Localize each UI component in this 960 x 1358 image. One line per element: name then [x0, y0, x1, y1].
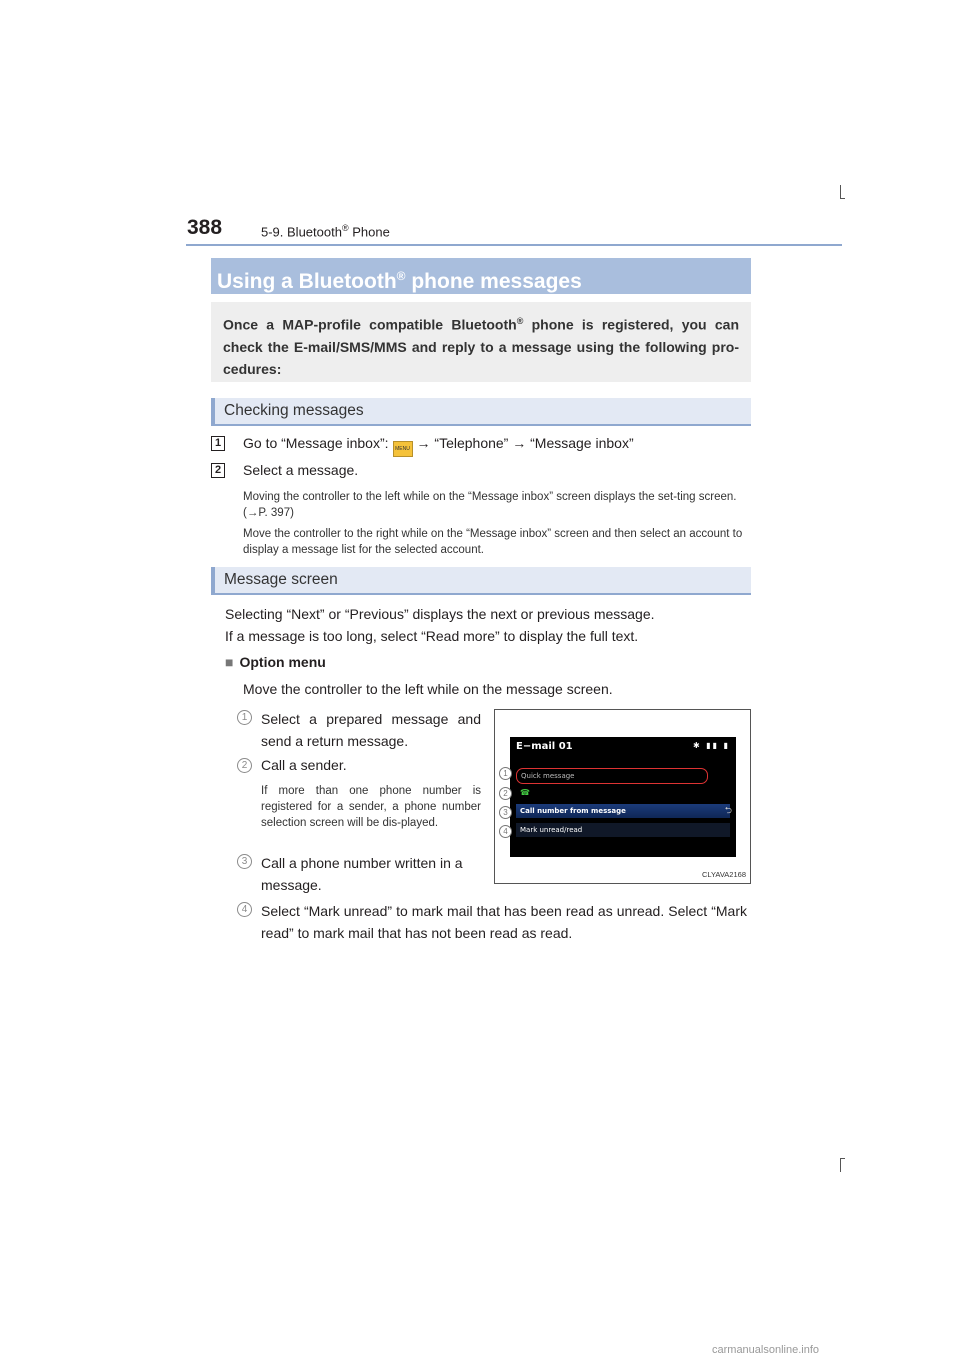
item-mark-unread: Select “Mark unread” to mark mail that has been read as unread. Select “Mark read” to mark mail that has not been read as read. — [261, 903, 747, 941]
quick-message-button[interactable]: Quick message — [516, 768, 708, 784]
figure-callout: 1 — [499, 767, 512, 780]
note-settings: Moving the controller to the left while on the “Message inbox” screen displays the set-ting screen. (→P. 397) — [243, 491, 737, 519]
option-menu-title: ■ Option menu — [225, 654, 326, 670]
square-bullet-icon: ■ — [225, 654, 234, 670]
callout-number: 1 — [237, 710, 252, 725]
page-heading: Using a Bluetooth® phone messages — [211, 258, 751, 294]
phone-call-icon[interactable]: ☎ — [520, 788, 530, 797]
display-screen — [510, 737, 736, 857]
page-number: 388 — [187, 216, 223, 239]
watermark: carmanualsonline.info — [712, 1344, 820, 1356]
callout-number: 2 — [237, 758, 252, 773]
back-arrow-icon[interactable]: ⮌ — [724, 806, 732, 816]
header-rule — [186, 244, 842, 246]
figure-code: CLYAVA2168 — [701, 870, 746, 879]
option-menu-intro: Move the controller to the left while on the message screen. — [243, 681, 613, 697]
mark-unread-button[interactable]: Mark unread/read — [516, 823, 730, 837]
para-read-more: If a message is too long, select “Read more” to display the full text. — [225, 628, 639, 644]
para-next-previous: Selecting “Next” or “Previous” displays the next or previous message. — [225, 606, 655, 622]
figure-callout: 2 — [499, 787, 512, 800]
item-call-sender: Call a sender. — [261, 757, 347, 773]
section-title: 5-9. Bluetooth® Phone — [261, 223, 390, 240]
intro-box: Once a MAP-profile compatible Bluetooth® phone is registered, you can check the E-mail/SMS/MMS and reply to a message using the following pro-cedures: — [211, 302, 751, 382]
item-call-number: Call a phone number written in a message. — [261, 855, 463, 893]
step-number: 2 — [211, 463, 225, 478]
crop-mark — [840, 185, 841, 199]
checking-messages-heading: Checking messages — [211, 398, 751, 426]
step-number: 1 — [211, 436, 225, 451]
callout-number: 3 — [237, 854, 252, 869]
menu-button-icon: MENU — [393, 441, 413, 457]
call-number-button[interactable]: Call number from message — [516, 804, 730, 818]
crop-mark — [840, 1158, 845, 1159]
screen-title: E−mail 01 — [516, 741, 573, 752]
message-screen-figure — [494, 709, 751, 884]
message-screen-heading: Message screen — [211, 567, 751, 595]
item-call-sender-note: If more than one phone number is registered for a sender, a phone number selection screen will be dis-played. — [261, 785, 481, 829]
figure-callout: 3 — [499, 806, 512, 819]
bluetooth-signal-icon: ✱ ▮▮ ▮ — [693, 741, 730, 750]
step-2-text: Select a message. — [243, 462, 359, 478]
step-1-text: Go to “Message inbox”: MENU → “Telephone” → “Message inbox” — [243, 434, 634, 457]
note-account: Move the controller to the right while on the “Message inbox” screen and then select an account to display a message list for the selected account. — [243, 528, 743, 556]
callout-number: 4 — [237, 902, 252, 917]
crop-mark — [840, 198, 845, 199]
figure-callout: 4 — [499, 825, 512, 838]
crop-mark — [840, 1158, 841, 1172]
item-quick-message: Select a prepared message and send a return message. — [261, 711, 481, 749]
